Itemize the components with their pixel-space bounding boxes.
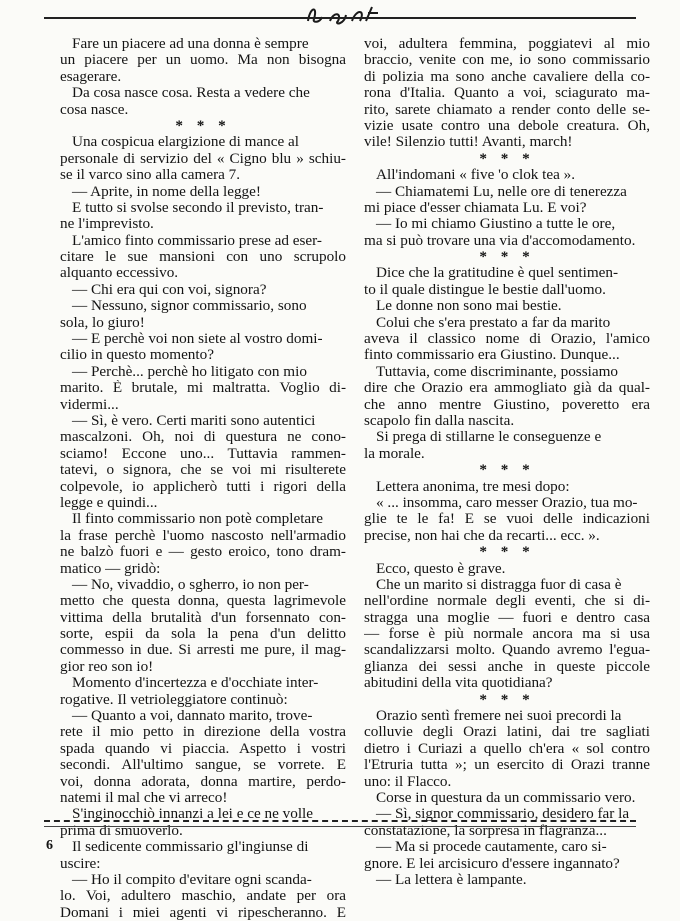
text-line: braccio, venite con me, io sono commissario [364, 52, 650, 69]
text-line: Tuttavia, come discriminante, possiamo [376, 363, 618, 380]
text-line: — Ma si procede cautamente, caro si- [376, 839, 607, 856]
text-line: se il varco sino alla camera 7. [60, 167, 241, 184]
text-line: — Chiamatemi Lu, nelle ore di tenerezza [376, 183, 627, 200]
section-separator: * * * [175, 117, 231, 134]
text-line: constatazione, la sorpresa in flagranza... [364, 822, 607, 839]
text-line: Momento d'incertezza e d'occhiate inter- [72, 675, 319, 692]
text-line: nell'ordine normale degli eventi, che si di- [364, 593, 650, 610]
text-line: ne balzò fuori e — gesto eroico, tono dram- [60, 544, 346, 561]
text-line: cosa nasce. [60, 101, 129, 118]
text-line: Da cosa nasce cosa. Resta a vedere che [72, 85, 310, 102]
header-ornament [0, 3, 680, 25]
text-line: tatevi, o signora, che se voi mi risulterete [60, 462, 346, 479]
text-line: rona d'Italia. Quanto a voi, sciagurato ma- [364, 85, 650, 102]
text-line: Le donne non sono mai bestie. [376, 298, 562, 315]
text-line: commesso in due. Si arresti me pure, il mag- [60, 642, 346, 659]
text-line: voi, adultera femmina, poggiatevi al mio [364, 36, 650, 52]
text-line: vizie usate contro una debole creatura. Oh, [364, 117, 650, 134]
text-line: — Sì, è vero. Certi mariti sono autentici [72, 412, 316, 429]
text-line: vittima della brutalità d'un forsennato con- [60, 609, 346, 626]
text-line: finto commissario era Giustino. Dunque... [364, 347, 620, 364]
text-line: legge e quindi... [60, 494, 158, 511]
text-line: lo. Voi, adultero maschio, andate per ora [60, 888, 346, 905]
text-line: Il sedicente commissario gl'ingiunse di [72, 839, 309, 856]
text-line: — Quanto a voi, dannato marito, trove- [72, 708, 313, 725]
header-flourish-icon [0, 3, 680, 27]
text-line: — Nessuno, signor commissario, sono [72, 298, 307, 315]
text-line: Corse in questura da un commissario vero. [376, 789, 636, 806]
header-rule [44, 17, 636, 19]
text-line: l'Etruria tutta »; un esercito di Orazi tranne [364, 757, 650, 774]
text-line: Fare un piacere ad una donna è sempre [72, 36, 309, 52]
text-line: spada quando vi piaccia. Aspetto i vostri [60, 740, 346, 757]
text-line: scapolo fin dalla nascita. [364, 412, 515, 429]
text-line: Che un marito si distragga fuor di casa è [376, 576, 622, 593]
text-line: gnore. E lei arcisicuro d'essere ingannato? [364, 855, 620, 872]
text-line: glie te le fa! E se vuoi delle indicazioni [364, 511, 650, 528]
text-line: — Ho il compito d'evitare ogni scanda- [72, 871, 312, 888]
section-separator: * * * [479, 462, 535, 479]
text-line: gior reo son io! [60, 658, 154, 675]
text-line: Si prega di stillarne le conseguenze e [376, 429, 602, 446]
text-line: voi, donna adorata, donna martire, perdo- [60, 773, 346, 790]
text-line: — forse è più normale ancora ma si usa [364, 626, 650, 643]
text-line: stragga una moglie — fuori e dentro casa [364, 609, 650, 626]
text-line: Il finto commissario non potè completare [72, 511, 323, 528]
text-line: mascalzoni. Oh, noi di questura ne cono- [60, 429, 346, 446]
text-line: Domani i miei agenti vi ripescheranno. E [60, 904, 346, 921]
text-line: rete il mio petto in direzione della vostra [60, 724, 346, 741]
text-line: marito. È brutale, mi maltratta. Voglio di- [60, 380, 346, 397]
text-line: colpevole, io applicherò tutti i rigori della [60, 478, 346, 495]
text-line: — Perchè... perchè ho litigato con mio [72, 363, 307, 380]
text-line: Lettera anonima, tre mesi dopo: [376, 478, 570, 495]
text-line: matico — gridò: [60, 560, 161, 577]
text-line: S'inginocchiò innanzi a lei e ce ne volle [72, 806, 314, 823]
text-line: dire che Orazio era ammogliato già da qual- [364, 380, 650, 397]
text-line: to il quale distingue le bestie dall'uomo. [364, 281, 606, 298]
text-line: personale di servizio del « Cigno blu » schiu- [60, 150, 346, 167]
text-line: alquanto eccessivo. [60, 265, 179, 282]
text-line: precise, non hai che da recarti... ecc. ». [364, 527, 600, 544]
section-separator: * * * [479, 544, 535, 561]
text-line: mi piace d'esser chiamata Lu. E voi? [364, 199, 587, 216]
text-line: rogative. Il vetrioleggiatore continuò: [60, 691, 288, 708]
text-line: sola, lo giuro! [60, 314, 145, 331]
text-line: — Chi era qui con voi, signora? [72, 281, 267, 298]
page-number: 6 [46, 838, 53, 853]
text-line: colluvie degli Orazi latini, dai tre sagliati [364, 724, 650, 741]
footer-rule [44, 820, 636, 827]
text-line: — No, vivaddio, o sgherro, io non per- [72, 576, 309, 593]
text-line: di polizia ma sono anche cavaliere della co- [364, 68, 650, 85]
text-line: uscire: [60, 855, 101, 872]
right-column [364, 36, 650, 888]
text-line: — Io mi chiamo Giustino a tutte le ore, [376, 216, 616, 233]
text-line: L'amico finto commissario prese ad eser- [72, 232, 322, 249]
text-line: — Aprite, in nome della legge! [72, 183, 261, 200]
text-line: prima di smuoverlo. [60, 822, 183, 839]
text-line: « ... insomma, caro messer Orazio, tua mo- [376, 494, 638, 511]
section-separator: * * * [479, 150, 535, 167]
text-line: ma si può trovare una via d'accomodamento. [364, 232, 636, 249]
text-line: vidermi... [60, 396, 119, 413]
text-line: sorte, espii da sola la pena d'un delitto [60, 626, 346, 643]
text-line: Colui che s'era prestato a far da marito [376, 314, 611, 331]
text-line: Orazio sentì fremere nei suoi precordi la [376, 708, 622, 725]
text-line: dietro i Curiazi a quello ch'era « sol contro [364, 740, 650, 757]
text-line: glianza dei sessi anche in queste piccole [364, 658, 650, 675]
text-line: Una cospicua elargizione di mance al [72, 134, 300, 151]
text-line: natemi il mal che vi arreco! [60, 789, 228, 806]
text-line: un piacere per un uomo. Ma non bisogna [60, 52, 346, 69]
text-line: uno: il Flacco. [364, 773, 452, 790]
text-line: vile! Silenzio tutti! Avanti, march! [364, 134, 573, 151]
text-line: — Sì, signor commissario, desidero far la [376, 806, 630, 823]
text-line: All'indomani « five 'o clok tea ». [376, 167, 576, 184]
text-line: esagerare. [60, 68, 122, 85]
text-line: cilio in questo momento? [60, 347, 214, 364]
text-line: la morale. [364, 445, 425, 462]
section-separator: * * * [479, 249, 535, 266]
text-line: E tutto si svolse secondo il previsto, tran- [72, 199, 324, 216]
text-line: rito, sarete chiamato a render conto delle se- [364, 101, 650, 118]
text-line: Ecco, questo è grave. [376, 560, 506, 577]
text-line: aveva il classico nome di Orazio, l'amico [364, 331, 650, 348]
text-line: — La lettera è lampante. [376, 871, 527, 888]
text-line: che anno mentre Giustino, poveretto era [364, 396, 650, 413]
text-line: secondi. All'ultimo sangue, se vorrete. E [60, 757, 346, 774]
text-line: citare le sue mansioni con uno scrupolo [60, 249, 346, 266]
text-line: sciamo! Eccone uno... Tuttavia rammen- [60, 445, 346, 462]
text-line: scandalizzarsi molto. Quando avremo l'egua- [364, 642, 650, 659]
text-line: abitudini della vita quotidiana? [364, 675, 553, 692]
text-line: metto che questa donna, questa lagrimevole [60, 593, 346, 610]
text-line: la frase perchè l'uomo nascosto nell'armadio [60, 527, 346, 544]
section-separator: * * * [479, 691, 535, 708]
text-line: Dice che la gratitudine è quel sentimen- [376, 265, 619, 282]
text-line: ne l'imprevisto. [60, 216, 154, 233]
text-line: — E perchè voi non siete al vostro domi- [72, 331, 323, 348]
left-column [60, 36, 346, 921]
